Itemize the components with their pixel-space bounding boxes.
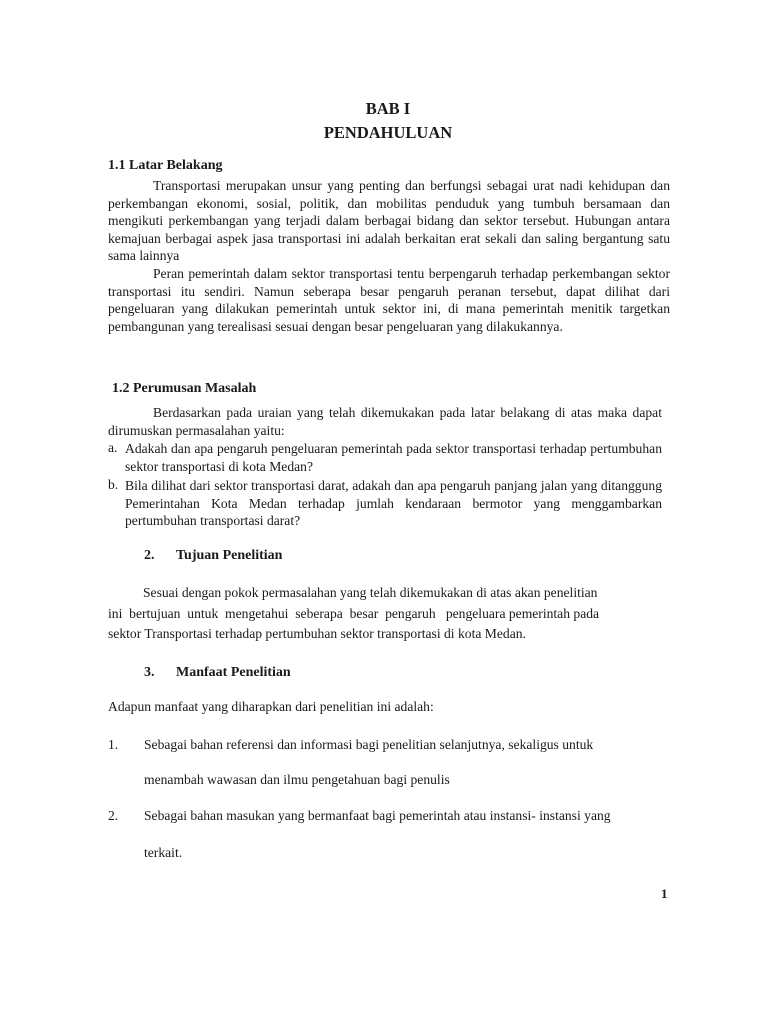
- chapter-number: BAB I: [365, 99, 411, 118]
- manfaat-item-2-line-2: terkait.: [144, 845, 183, 860]
- manfaat-item-2-line-1: Sebagai bahan masukan yang bermanfaat bagi pemerintah atau instansi- instansi yang: [144, 808, 611, 823]
- paragraph-latar-belakang-2: Peran pemerintah dalam sektor transportasi tentu berpengaruh terhadap perkembangan sektor transportasi itu sendiri. Namun seberapa besar pengaruh peranan tersebut, dapat dilihat dari pengeluaran yang dilakukan pemerintah untuk sektor ini, di mana pemerintah menitik targetkan pembangunan yang terealisasi sesuai dengan besar pengeluaran yang dilakukannya.: [108, 266, 670, 334]
- manfaat-marker-2: 2.: [108, 808, 119, 823]
- chapter-title: PENDAHULUAN: [323, 123, 453, 142]
- list-marker-a: a.: [108, 440, 118, 455]
- manfaat-marker-1: 1.: [108, 737, 119, 752]
- paragraph-latar-belakang-1: Transportasi merupakan unsur yang penting dan berfungsi sebagai urat nadi kehidupan dan perkembangan ekonomi, sosial, politik, dan mobilitas penduduk yang tumbuh bersamaan dan mengikuti perkembangan yang terjadi dalam berbagai bidang dan sektor tersebut. Hubungan antara kemajuan berbagai aspek jasa transportasi ini adalah berkaitan erat sekali dan saling bergantung satu sama lainnya: [108, 178, 670, 263]
- manfaat-intro: Adapun manfaat yang diharapkan dari penelitian ini adalah:: [108, 699, 434, 714]
- list-marker-b: b.: [108, 477, 119, 492]
- manfaat-item-1-line-2: menambah wawasan dan ilmu pengetahuan bagi penulis: [144, 772, 450, 787]
- paragraph-perumusan-intro: Berdasarkan pada uraian yang telah dikemukakan pada latar belakang di atas maka dapat dirumuskan permasalahan yaitu:: [108, 405, 662, 438]
- section-heading-latar-belakang: 1.1 Latar Belakang: [108, 158, 223, 173]
- page-number: 1: [661, 886, 668, 901]
- section-heading-tujuan-penelitian: Tujuan Penelitian: [176, 548, 283, 563]
- tujuan-line-3: sektor Transportasi terhadap pertumbuhan sektor transportasi di kota Medan.: [108, 626, 526, 641]
- section-number-manfaat: 3.: [144, 665, 155, 680]
- list-item-a: Adakah dan apa pengaruh pengeluaran pemerintah pada sektor transportasi terhadap pertumbuhan sektor transportasi di kota Medan?: [125, 441, 662, 474]
- list-item-b: Bila dilihat dari sektor transportasi darat, adakah dan apa pengaruh panjang jalan yang ditanggung Pemerintahan Kota Medan terhadap jumlah kendaraan bermotor yang menggambarkan pertumbuhan transportasi darat?: [125, 478, 662, 528]
- section-number-tujuan: 2.: [144, 548, 155, 563]
- manfaat-item-1-line-1: Sebagai bahan referensi dan informasi bagi penelitian selanjutnya, sekaligus untuk: [144, 737, 594, 752]
- tujuan-line-2: ini bertujuan untuk mengetahui seberapa besar pengaruh pengeluara pemerintah pada: [108, 606, 600, 621]
- section-heading-perumusan-masalah: 1.2 Perumusan Masalah: [112, 381, 257, 396]
- section-heading-manfaat-penelitian: Manfaat Penelitian: [176, 665, 291, 680]
- tujuan-line-1: Sesuai dengan pokok permasalahan yang telah dikemukakan di atas akan penelitian: [143, 585, 598, 600]
